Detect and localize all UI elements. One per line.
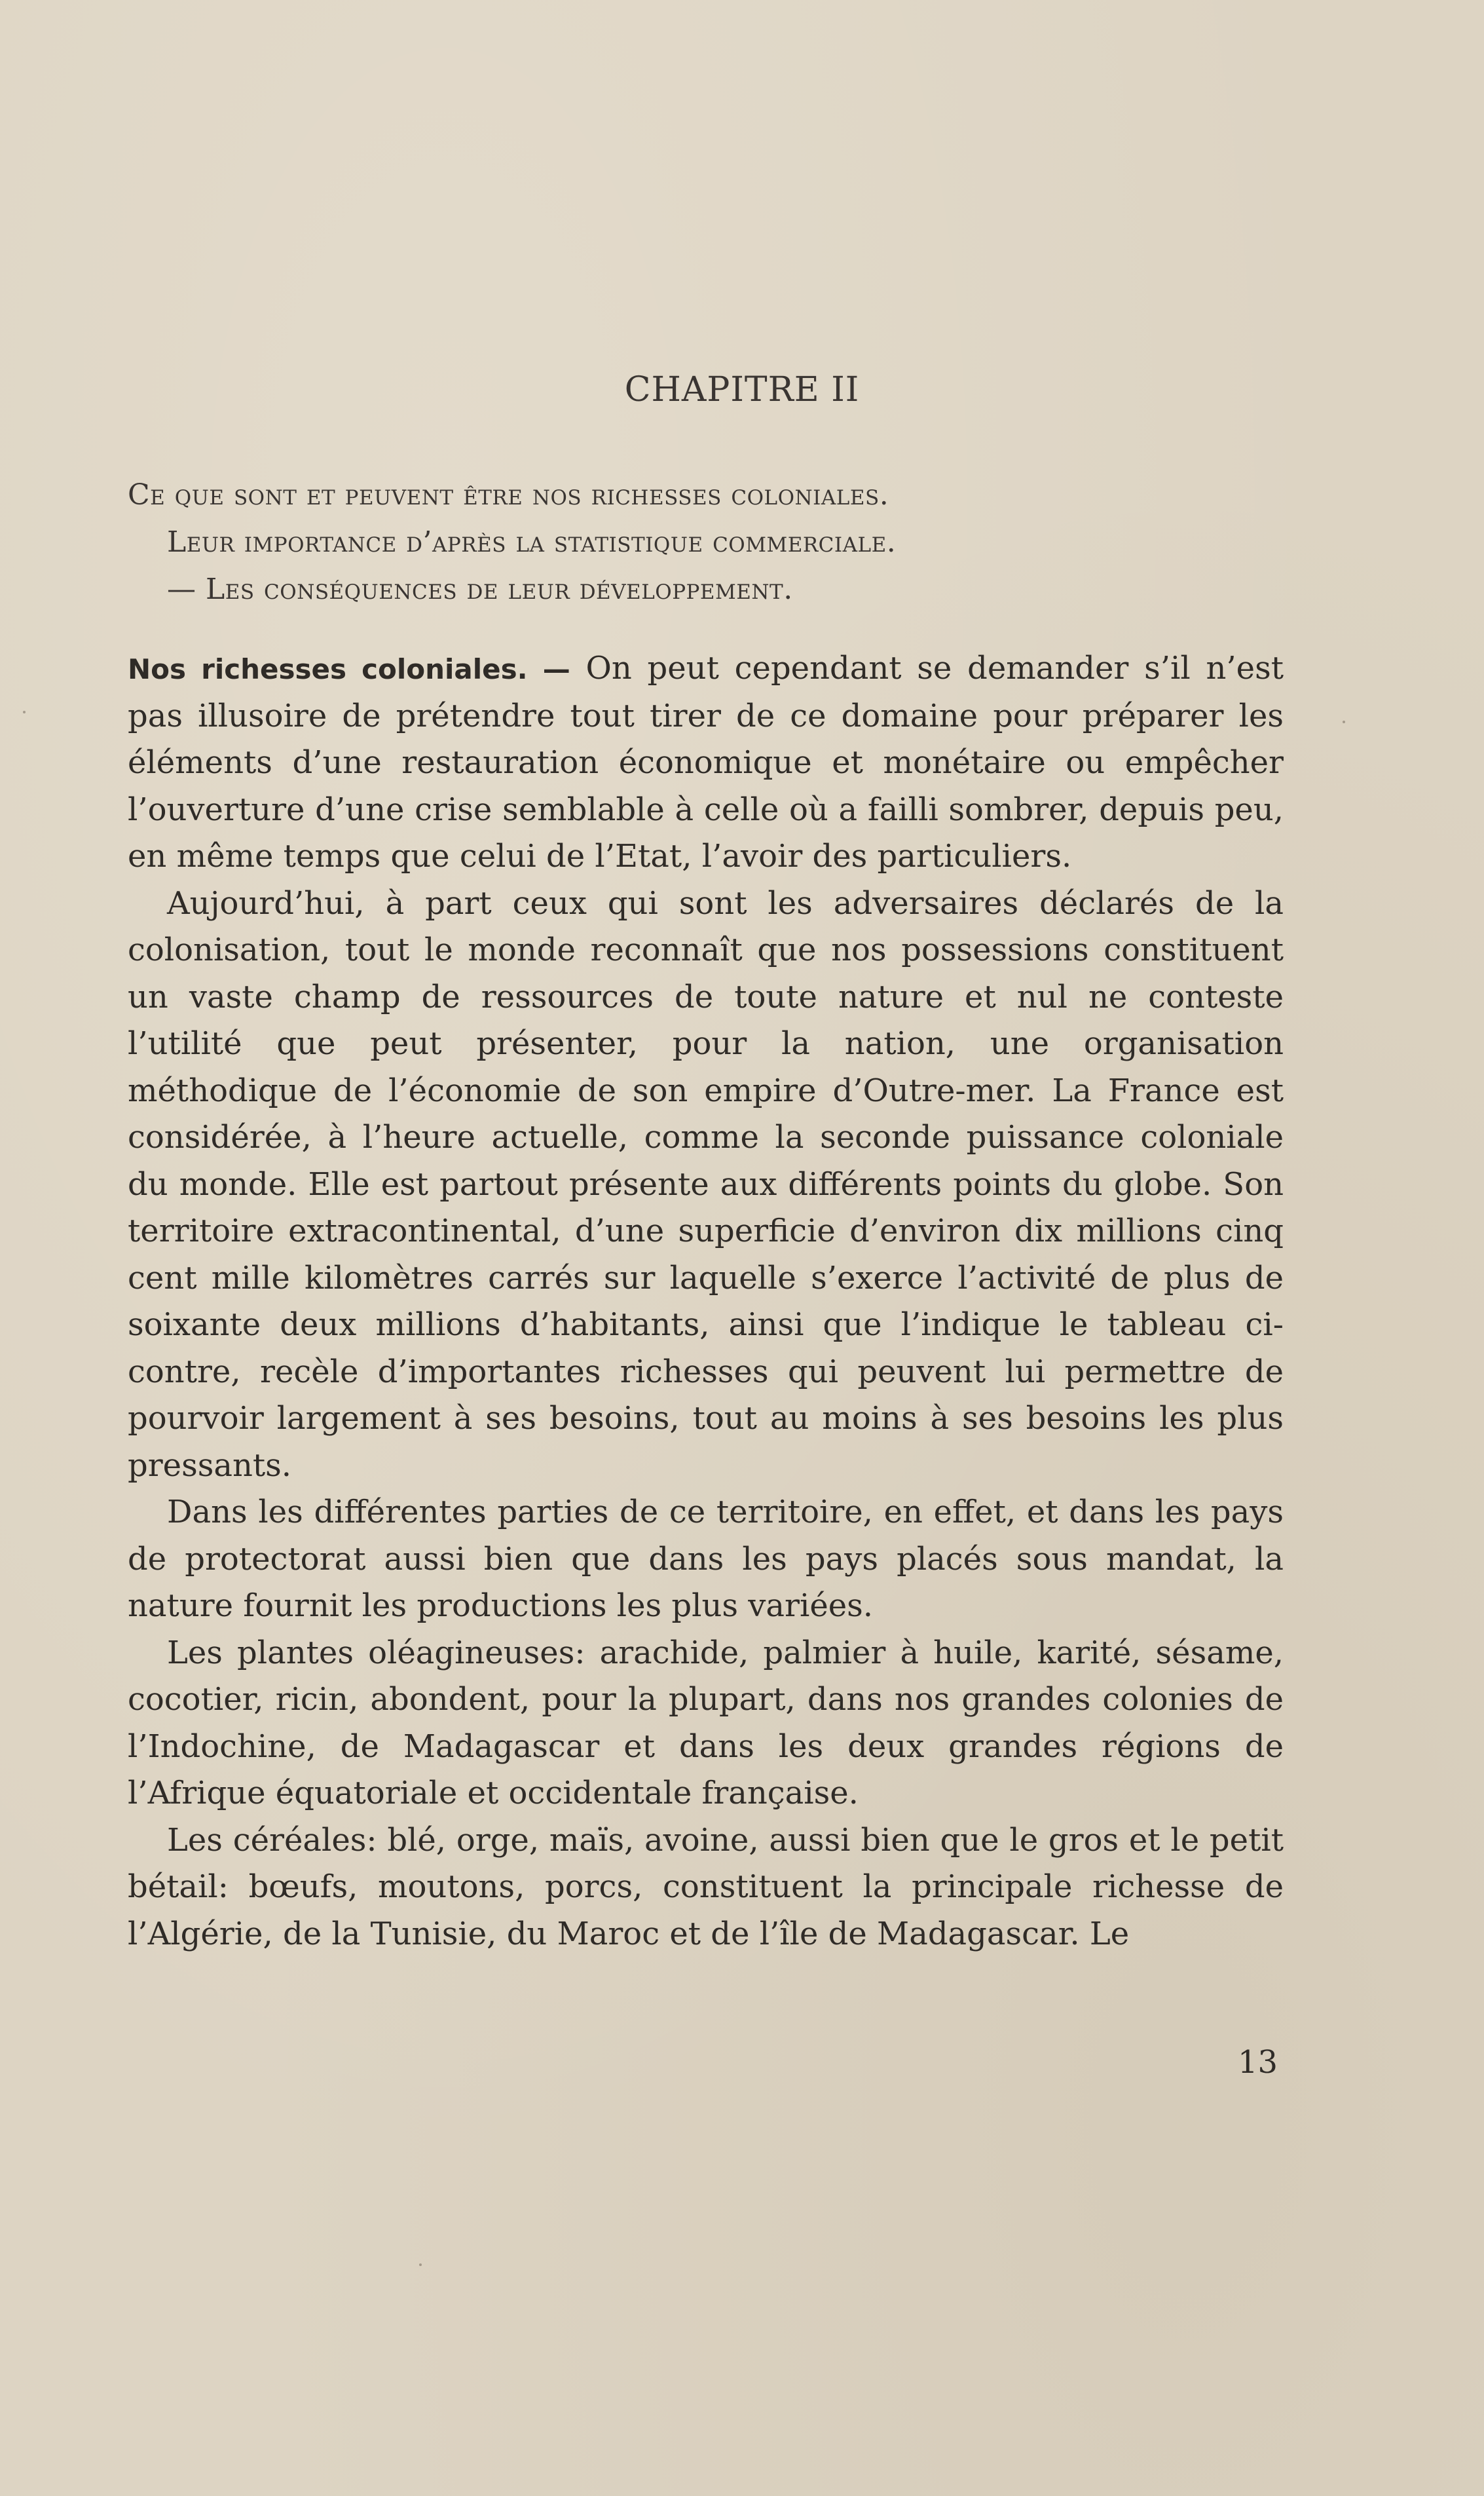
paragraph: Les plantes oléagineuses: arachide, palmier à huile, karité, sésame, cocotier, ricin, abondent, pour la plupart, dans nos grandes colonies de l’Indochine, de Madagascar et dans les deux grandes régions de l’Afrique équatoriale et occidentale française. [128,1634,1284,1811]
body-text [128,645,1284,1957]
summary-line: Ce que sont et peuvent être nos richesses coloniales. [128,478,889,512]
paragraph: Aujourd’hui, à part ceux qui sont les adversaires déclarés de la colonisation, tout le monde reconnaît que nos possessions constituent un vaste champ de ressources de toute nature et nul ne conteste l’utilité que peut présenter, pour la nation, une organisation méthodique de l’économie de son empire d’Outre-mer. La France est considérée, à l’heure actuelle, comme la seconde puissance coloniale du monde. Elle est partout présente aux différents points du globe. Son territoire extracontinental, d’une superficie d’environ dix millions cinq cent mille kilomètres carrés sur laquelle s’exerce l’activité de plus de soixante deux millions d’habitants, ainsi que l’indique le tableau ci-contre, recèle d’importantes richesses qui peuvent lui permettre de pourvoir largement à ses besoins, tout au moins à ses besoins les plus pressants. [128,884,1284,1484]
chapter-summary [128,472,1284,613]
paper-speck [419,2263,422,2266]
summary-line: — Les conséquences de leur développement. [167,573,793,606]
section-sidehead: Nos richesses coloniales. — [128,653,570,685]
paragraph [128,645,1284,880]
summary-line: Leur importance d’après la statistique commerciale. [167,525,897,559]
paragraph: Les céréales: blé, orge, maïs, avoine, aussi bien que le gros et le petit bétail: bœufs, moutons, porcs, constituent la principale richesse de l’Algérie, de la Tunisie, du Maroc et de l’île de Madagascar. Le [128,1821,1284,1952]
chapter-title: CHAPITRE II [624,370,860,409]
paper-speck [1343,721,1345,723]
paragraph-text: On peut cependant se demander s’il n’est pas illusoire de prétendre tout tirer de ce domaine pour préparer les éléments d’une restauration économique et monétaire ou empêcher l’ouverture d’une crise semblable à celle où a failli sombrer, depuis peu, en même temps que celui de l’Etat, l’avoir des particuliers. [128,650,1284,875]
paper-speck [23,711,26,713]
paragraph: Dans les différentes parties de ce territoire, en effet, et dans les pays de protectorat aussi bien que dans les pays placés sous mandat, la nature fournit les productions les plus variées. [128,1494,1284,1624]
page-number: 13 [1238,2044,1278,2081]
